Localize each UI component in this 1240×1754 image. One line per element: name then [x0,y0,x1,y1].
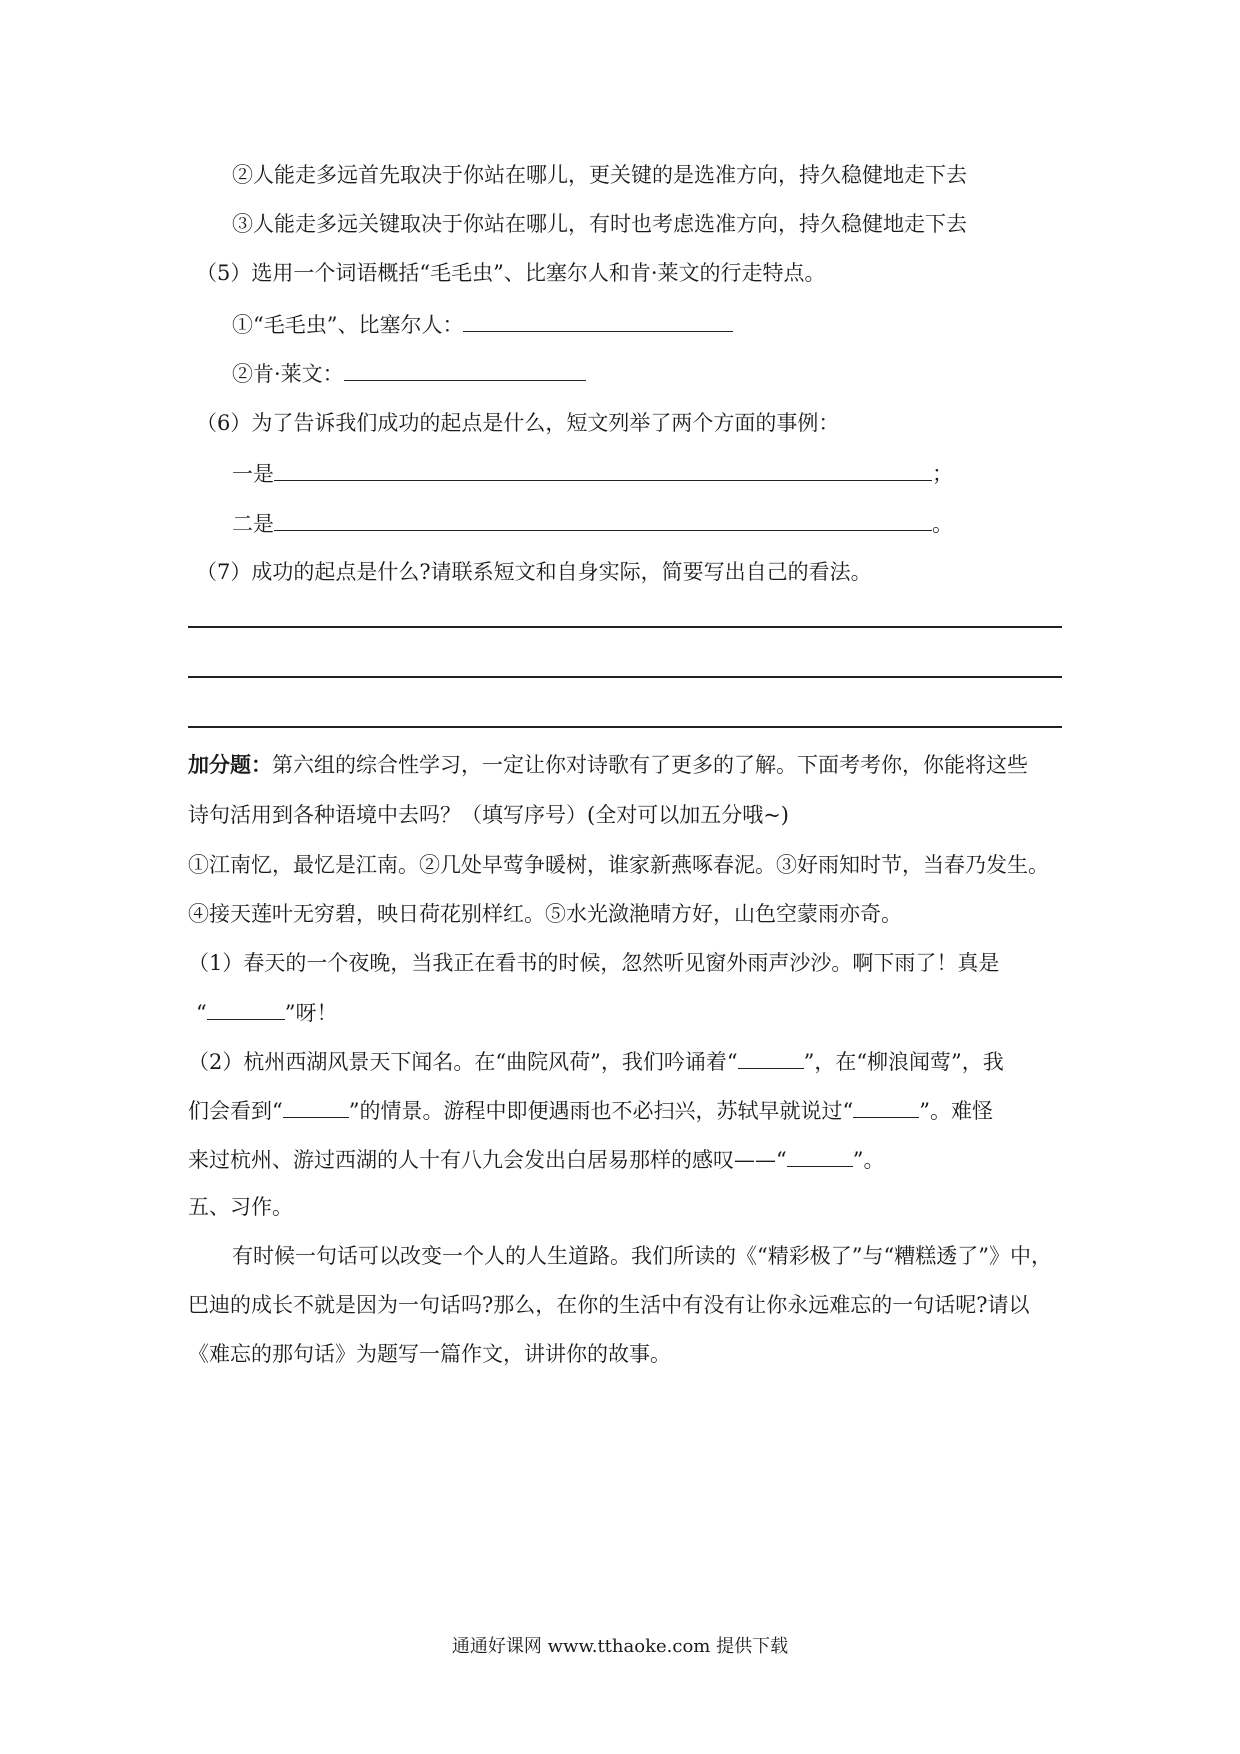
q6-stem: （6）为了告诉我们成功的起点是什么，短文列举了两个方面的事例： [196,411,840,435]
q5-item-1-label: ①“毛毛虫”、比塞尔人： [232,313,464,337]
q4-option-2: ②人能走多远首先取决于你站在哪儿，更关键的是选准方向，持久稳健地走下去 [232,163,967,187]
q7-answer-line-1[interactable] [188,626,1062,628]
bonus-intro-line-2: 诗句活用到各种语境中去吗？（填写序号）(全对可以加五分哦~) [188,803,789,827]
bonus-scenario-1-line-1: （1）春天的一个夜晚，当我正在看书的时候，忽然听见窗外雨声沙沙。啊下雨了！真是 [188,951,1000,975]
s2-l3-text-a: 来过杭州、游过西湖的人十有八九会发出白居易那样的感叹——“ [188,1148,787,1172]
q7-answer-line-3[interactable] [188,726,1062,728]
q5-stem: （5）选用一个词语概括“毛毛虫”、比塞尔人和肯·莱文的行走特点。 [196,261,826,285]
q6-item-2-label: 二是 [232,512,274,536]
q6-item-1-label: 一是 [232,462,274,486]
page-footer: 通通好课网 www.tthaoke.com 提供下载 [451,1636,789,1657]
s2-l2-text-a: 们会看到“ [188,1099,283,1123]
bonus-label: 加分题： [188,752,272,777]
q5-item-1 [232,309,733,340]
bonus-intro-line-1 [188,750,1028,780]
q6-answer-blank-1[interactable] [274,458,932,481]
bonus-intro-text: 第六组的综合性学习，一定让你对诗歌有了更多的了解。下面考考你，你能将这些 [272,753,1028,777]
s2-answer-blank-1[interactable] [738,1046,804,1069]
s2-answer-blank-3[interactable] [853,1095,919,1118]
s2-l1-text-b: ”，在“柳浪闻莺”，我 [803,1050,1004,1074]
s2-answer-blank-2[interactable] [283,1095,349,1118]
bonus-scenario-2-line-2 [188,1095,993,1126]
q6-item-1-end: ； [932,462,953,486]
s2-l2-text-c: ”。难怪 [919,1099,993,1123]
s2-l2-text-b: ”的情景。游程中即便遇雨也不必扫兴，苏轼早就说过“ [348,1099,854,1123]
q5-answer-blank-1[interactable] [463,309,733,332]
s2-l1-text-a: （2）杭州西湖风景天下闻名。在“曲院风荷”，我们吟诵着“ [188,1050,738,1074]
bonus-poems-line-1: ①江南忆，最忆是江南。②几处早莺争暖树，谁家新燕啄春泥。③好雨知时节，当春乃发生。 [188,853,1049,877]
section-5-paragraph-line-2: 巴迪的成长不就是因为一句话吗?那么，在你的生活中有没有让你永远难忘的一句话呢?请以 [188,1293,1030,1317]
q4-option-3: ③人能走多远关键取决于你站在哪儿，有时也考虑选准方向，持久稳健地走下去 [232,212,967,236]
s2-answer-blank-4[interactable] [787,1144,853,1167]
bonus-scenario-2-line-1 [188,1046,1004,1077]
bonus-scenario-2-line-3 [188,1144,884,1175]
q5-answer-blank-2[interactable] [344,358,586,381]
section-5-paragraph-line-3: 《难忘的那句话》为题写一篇作文，讲讲你的故事。 [188,1342,671,1366]
section-5-paragraph-line-1: 有时候一句话可以改变一个人的人生道路。我们所读的《“精彩极了”与“糟糕透了”》中， [232,1244,1052,1268]
bonus-scenario-1-line-2 [196,997,338,1028]
s1-open-quote: “ [196,1001,207,1025]
q6-item-1 [232,458,953,489]
s1-answer-blank[interactable] [207,997,285,1020]
bonus-poems-line-2: ④接天莲叶无穷碧，映日荷花别样红。⑤水光潋滟晴方好，山色空蒙雨亦奇。 [188,902,902,926]
q5-item-2-label: ②肯·莱文： [232,362,344,386]
q6-answer-blank-2[interactable] [274,508,932,531]
s1-close: ”呀！ [284,1001,338,1025]
s2-l3-text-b: ”。 [852,1148,885,1172]
q7-answer-line-2[interactable] [188,676,1062,678]
q5-item-2 [232,358,586,389]
q6-item-2 [232,508,953,539]
q7-stem: （7）成功的起点是什么?请联系短文和自身实际，简要写出自己的看法。 [196,560,872,584]
q6-item-2-end: 。 [932,512,953,536]
section-5-heading: 五、习作。 [188,1195,293,1219]
